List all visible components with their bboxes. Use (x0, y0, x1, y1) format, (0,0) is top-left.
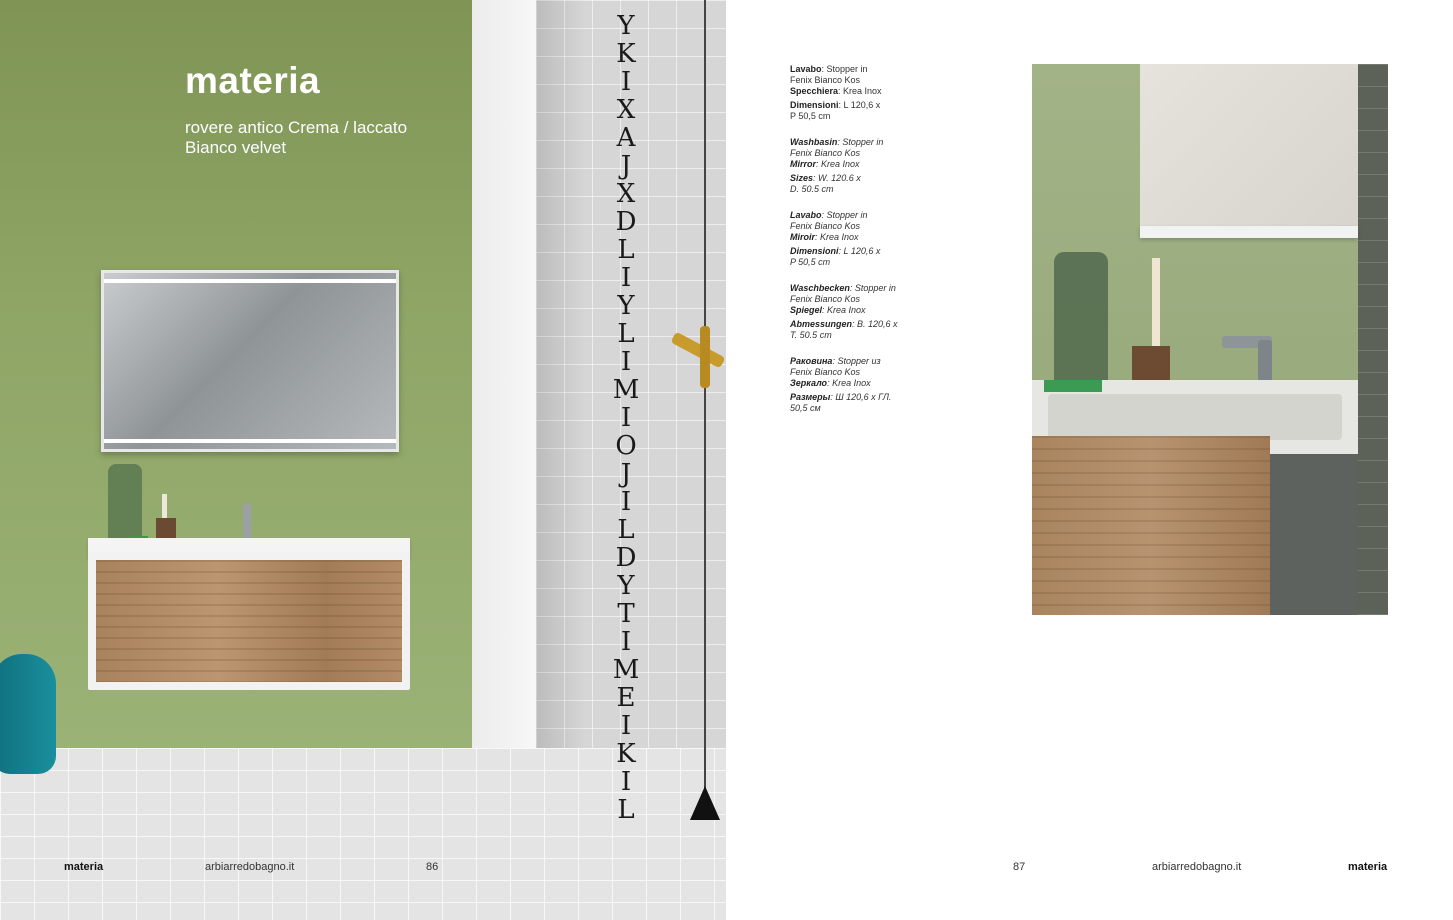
spec-label: Miroir (790, 232, 816, 242)
spec-block (790, 137, 930, 195)
candle (162, 494, 167, 520)
decorative-letter: D (615, 207, 637, 237)
spec-value: : Stopper in (821, 64, 868, 74)
brass-lamp-stem (700, 326, 710, 388)
spec-label: Зеркало (790, 378, 828, 388)
green-glass-vase (108, 464, 142, 542)
spec-value: : Krea Inox (827, 378, 871, 388)
spec-line (790, 159, 930, 170)
spec-value: : L 120,6 x (838, 246, 881, 256)
decorative-letter: L (617, 795, 635, 825)
decorative-letter: I (620, 487, 632, 517)
spec-block (790, 64, 930, 122)
spec-block (790, 356, 930, 414)
photo-basin (1048, 394, 1342, 440)
spec-line (790, 246, 930, 257)
spec-value: : Krea Inox (822, 305, 866, 315)
spec-label: Размеры (790, 392, 831, 402)
spec-label: Abmessungen (790, 319, 853, 329)
spec-label: Dimensioni (790, 100, 839, 110)
decorative-letter: I (620, 711, 632, 741)
spec-value: P 50,5 cm (790, 111, 831, 121)
spec-value: : W. 120.6 x (813, 173, 861, 183)
photo-glass-vase (1054, 252, 1108, 386)
spec-line (790, 64, 930, 75)
decorative-letter: I (620, 767, 632, 797)
decorative-letter: Y (617, 291, 635, 321)
spec-line (790, 356, 930, 367)
footer-url: arbiarredobagno.it (1152, 861, 1242, 873)
spec-line (790, 294, 930, 305)
decorative-letter: L (617, 319, 635, 349)
spec-line (790, 111, 930, 122)
photo-cabinet-side (1270, 454, 1358, 615)
oak-drawer (96, 560, 402, 682)
spec-block (790, 283, 930, 341)
spec-value: : B. 120,6 x (852, 319, 898, 329)
spec-value: D. 50.5 cm (790, 184, 834, 194)
decorative-letter: L (617, 515, 635, 545)
spec-value: : Ш 120,6 x ГЛ. (830, 392, 892, 402)
decorative-letter: L (617, 235, 635, 265)
decorative-letter: A (616, 123, 636, 153)
spec-value: : Krea Inox (838, 86, 882, 96)
photo-oak-drawer (1032, 436, 1270, 615)
footer-title: materia (64, 861, 104, 873)
photo-dark-tiles (1358, 64, 1388, 615)
decorative-letter: T (617, 599, 635, 629)
decorative-letter: I (620, 347, 632, 377)
decorative-letter: I (620, 67, 632, 97)
spec-value: : Krea Inox (816, 159, 860, 169)
decorative-letter: O (615, 431, 637, 461)
spec-value: Fenix Bianco Kos (790, 367, 861, 377)
lamp-cord (704, 0, 706, 790)
spec-line (790, 257, 930, 268)
spec-line (790, 232, 930, 243)
mirror-led-bottom (104, 439, 396, 443)
spec-line (790, 148, 930, 159)
candle-holder (156, 518, 176, 540)
decorative-letter: E (616, 683, 636, 713)
footer-title: materia (1348, 861, 1388, 873)
spec-line (790, 210, 930, 221)
page-number: 86 (426, 861, 439, 873)
decorative-letter: K (616, 739, 636, 769)
right-page (726, 0, 1453, 920)
spec-label: Sizes (790, 173, 814, 183)
spec-line (790, 75, 930, 86)
spec-value: : Krea Inox (815, 232, 859, 242)
spec-value: : Stopper in (821, 210, 868, 220)
spec-line (790, 392, 930, 403)
spec-label: Specchiera (790, 86, 839, 96)
tile-shade (536, 0, 586, 800)
spec-line (790, 100, 930, 111)
mirror-led-top (104, 279, 396, 283)
spec-line (790, 173, 930, 184)
decorative-letter: I (620, 627, 632, 657)
spec-value: Fenix Bianco Kos (790, 294, 861, 304)
decorative-letter: M (612, 375, 640, 405)
spec-line (790, 221, 930, 232)
photo-mirror (1140, 64, 1358, 232)
decorative-letter: Y (617, 11, 635, 41)
spec-line (790, 283, 930, 294)
spec-label: Lavabo (790, 210, 822, 220)
white-wall (472, 0, 536, 748)
decorative-letter: I (620, 263, 632, 293)
decorative-letter: J (620, 151, 632, 181)
page-number: 87 (1013, 861, 1026, 873)
detail-photo (1032, 64, 1388, 615)
spec-line (790, 319, 930, 330)
decorative-letter: J (620, 459, 632, 489)
spec-line (790, 184, 930, 195)
spec-value: : Stopper in (849, 283, 896, 293)
led-mirror (101, 270, 399, 452)
spec-value: T. 50.5 cm (790, 330, 832, 340)
spec-label: Washbasin (790, 137, 838, 147)
faucet (243, 504, 251, 540)
vanity-unit (88, 552, 410, 690)
spec-line (790, 86, 930, 97)
decorative-letter: M (612, 655, 640, 685)
spec-value: : Stopper из (832, 356, 881, 366)
decorative-letter-column (610, 12, 642, 824)
footer-url: arbiarredobagno.it (205, 861, 295, 873)
spec-line (790, 137, 930, 148)
photo-mirror-led (1140, 226, 1358, 238)
decorative-letter: X (616, 95, 636, 125)
decorative-letter: X (616, 179, 636, 209)
teal-stool (0, 654, 56, 774)
spec-line (790, 330, 930, 341)
photo-candle (1152, 258, 1160, 350)
spec-value: : L 120,6 x (838, 100, 881, 110)
spec-line (790, 403, 930, 414)
decorative-letter: I (620, 403, 632, 433)
spec-label: Waschbecken (790, 283, 850, 293)
spec-label: Lavabo (790, 64, 822, 74)
page-title: materia (185, 60, 321, 101)
photo-soap (1044, 380, 1102, 392)
spec-label: Spiegel (790, 305, 823, 315)
spec-value: Fenix Bianco Kos (790, 221, 861, 231)
decorative-letter: D (615, 543, 637, 573)
spec-line (790, 305, 930, 316)
spec-label: Mirror (790, 159, 817, 169)
decorative-letter: Y (617, 571, 635, 601)
product-specifications (790, 64, 930, 429)
left-page (0, 0, 726, 920)
decorative-letter: K (616, 39, 636, 69)
spec-value: 50,5 см (790, 403, 821, 413)
spec-value: Fenix Bianco Kos (790, 75, 861, 85)
spec-line (790, 367, 930, 378)
spec-value: Fenix Bianco Kos (790, 148, 861, 158)
spec-value: P 50,5 cm (790, 257, 831, 267)
spec-value: : Stopper in (837, 137, 884, 147)
page-subtitle: rovere antico Crema / laccato Bianco velvet (185, 118, 408, 157)
spec-label: Раковина (790, 356, 833, 366)
spec-label: Dimensioni (790, 246, 839, 256)
spec-line (790, 378, 930, 389)
spec-block (790, 210, 930, 268)
